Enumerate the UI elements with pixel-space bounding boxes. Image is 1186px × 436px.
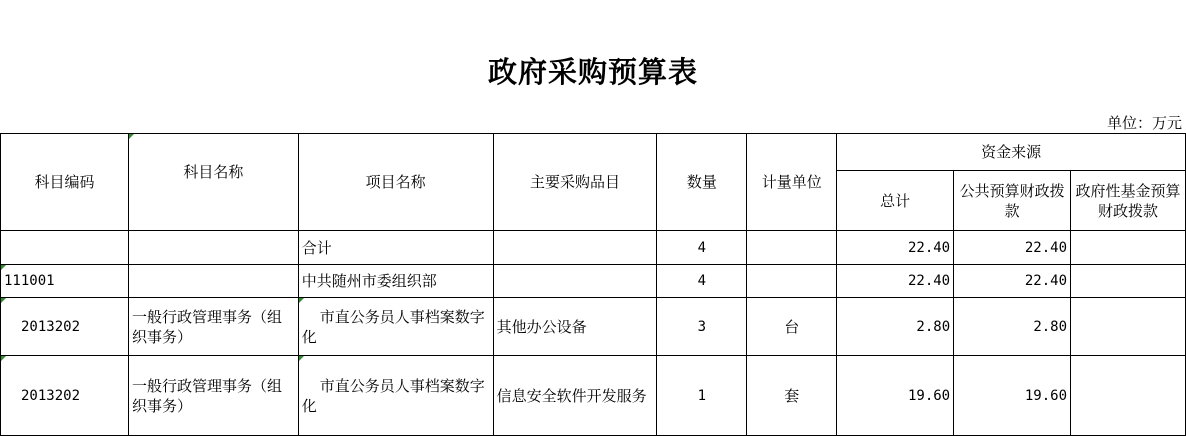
- cell-public-budget: 2.80: [954, 298, 1071, 356]
- cell-public-budget: 19.60: [954, 356, 1071, 436]
- cell-total: 22.40: [837, 231, 954, 265]
- page-title: 政府采购预算表: [487, 55, 698, 89]
- cell-public-budget: 22.40: [954, 265, 1071, 298]
- cell-measure-unit: 台: [747, 298, 837, 356]
- cell-quantity: 3: [657, 298, 747, 356]
- cell-item: 信息安全软件开发服务: [493, 356, 657, 436]
- cell-measure-unit: 套: [747, 356, 837, 436]
- cell-item: 其他办公设备: [493, 298, 657, 356]
- header-public-budget: 公共预算财政拨款: [954, 171, 1071, 231]
- header-project-name: 项目名称: [298, 134, 493, 231]
- cell-code: 2013202: [1, 356, 129, 436]
- cell-measure-unit: [747, 265, 837, 298]
- cell-public-budget: 22.40: [954, 231, 1071, 265]
- cell-quantity: 4: [657, 231, 747, 265]
- unit-label: 单位：万元: [1106, 114, 1182, 132]
- header-code: 科目编码: [1, 134, 129, 231]
- header-measure-unit: 计量单位: [747, 134, 837, 231]
- header-quantity: 数量: [657, 134, 747, 231]
- cell-measure-unit: [747, 231, 837, 265]
- cell-code: [1, 231, 129, 265]
- cell-code: 2013202: [1, 298, 129, 356]
- table-row: [1, 356, 1186, 436]
- cell-subject-name: [128, 265, 298, 298]
- cell-subject-name: 一般行政管理事务（组织事务）: [128, 356, 298, 436]
- cell-total: 2.80: [837, 298, 954, 356]
- cell-project-name: 合计: [298, 231, 493, 265]
- cell-gov-fund-budget: [1071, 298, 1186, 356]
- cell-item: [493, 265, 657, 298]
- procurement-budget-table: [0, 133, 1186, 436]
- cell-gov-fund-budget: [1071, 265, 1186, 298]
- cell-project-name: 市直公务员人事档案数字化: [298, 298, 493, 356]
- cell-gov-fund-budget: [1071, 231, 1186, 265]
- cell-code: 111001: [1, 265, 129, 298]
- cell-quantity: 4: [657, 265, 747, 298]
- header-item: 主要采购品目: [493, 134, 657, 231]
- cell-project-name: 中共随州市委组织部: [298, 265, 493, 298]
- cell-gov-fund-budget: [1071, 356, 1186, 436]
- table-row: [1, 298, 1186, 356]
- table-row: [1, 265, 1186, 298]
- cell-total: 22.40: [837, 265, 954, 298]
- header-gov-fund-budget: 政府性基金预算财政拨款: [1071, 171, 1186, 231]
- cell-total: 19.60: [837, 356, 954, 436]
- header-fund-source: 资金来源: [837, 134, 1186, 171]
- cell-project-name: 市直公务员人事档案数字化: [298, 356, 493, 436]
- table-row: [1, 231, 1186, 265]
- cell-quantity: 1: [657, 356, 747, 436]
- cell-subject-name: 一般行政管理事务（组织事务）: [128, 298, 298, 356]
- cell-subject-name: [128, 231, 298, 265]
- header-total: 总计: [837, 171, 954, 231]
- header-subject-name: 科目名称: [128, 134, 298, 231]
- cell-item: [493, 231, 657, 265]
